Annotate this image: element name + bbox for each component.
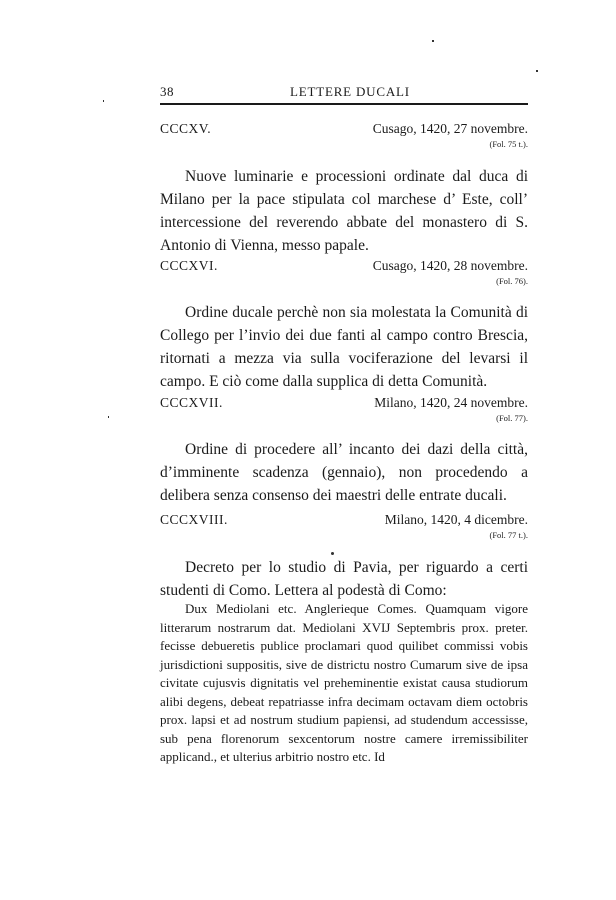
entry-cccxv xyxy=(160,121,528,257)
entry-number: CCCXVI. xyxy=(160,258,218,273)
entry-number: CCCXV. xyxy=(160,121,212,136)
scan-speck xyxy=(432,40,434,42)
entry-summary: Nuove luminarie e processioni ordinate dal duca di Milano per la pace stipulata col marchese d’ Este, coll’ intercessione del reverendo abbate del monastero di S. Antonio di Vienna, messo papale. xyxy=(160,168,528,254)
entry-summary: Decreto per lo studio di Pavia, per riguardo a certi studenti di Como. Lettera al podestà di Como: xyxy=(160,559,528,599)
scan-speck xyxy=(108,416,109,418)
entry-cccxvii xyxy=(160,395,528,507)
running-head: LETTERE DUCALI xyxy=(290,84,410,99)
entry-place-date: Cusago, 1420, 28 novembre. xyxy=(372,258,528,273)
entry-folio: (Fol. 77 t.). xyxy=(489,530,528,540)
latin-letter-text: Dux Mediolani etc. Anglerieque Comes. Quamquam vigore litterarum nostrarum dat. Mediolani XVIJ Septembris prox. preter. fecisse debueretis publice proclamari quod quilibet commissi vobis jurisdictioni suppositis, sive de districtu nostro Cumarum sive de ipsa civitate cujusvis dignitatis vel preheminentie existat causa studiorum alibi degens, debeat repatriasse infra decimam octavam diem octobris prox. lapsi et ad nostrum studium papiensi, ad studendum accessisse, sub pena florenorum sexcentorum nostre camere irremissibiliter applicand., et ulterius arbitrio nostro etc. Id xyxy=(160,601,528,764)
entry-place-date: Milano, 1420, 24 novembre. xyxy=(374,395,528,410)
entry-number: CCCXVII. xyxy=(160,395,223,410)
entry-summary: Ordine di procedere all’ incanto dei dazi della città, d’imminente scadenza (gennaio), non procedendo a delibera senza consenso dei maestri delle entrate ducali. xyxy=(160,441,528,504)
entry-cccxviii xyxy=(160,512,528,602)
entry-cccxvi xyxy=(160,258,528,393)
scan-speck xyxy=(103,100,104,102)
entry-place-date: Cusago, 1420, 27 novembre. xyxy=(372,121,528,136)
page-number: 38 xyxy=(160,84,174,99)
entry-place-date: Milano, 1420, 4 dicembre. xyxy=(384,512,528,527)
entry-folio: (Fol. 75 t.). xyxy=(489,139,528,149)
header-rule xyxy=(160,103,528,105)
entry-folio: (Fol. 77). xyxy=(496,413,528,423)
entry-summary: Ordine ducale perchè non sia molestata la Comunità di Collego per l’invio dei due fanti al campo contro Brescia, ritornati a mezza via sulla vociferazione del levarsi il campo. E ciò come dalla supplica di detta Comunità. xyxy=(160,304,528,390)
entry-folio: (Fol. 76). xyxy=(496,276,528,286)
scan-speck xyxy=(331,552,334,555)
entry-number: CCCXVIII. xyxy=(160,512,228,527)
scan-speck xyxy=(536,70,538,72)
